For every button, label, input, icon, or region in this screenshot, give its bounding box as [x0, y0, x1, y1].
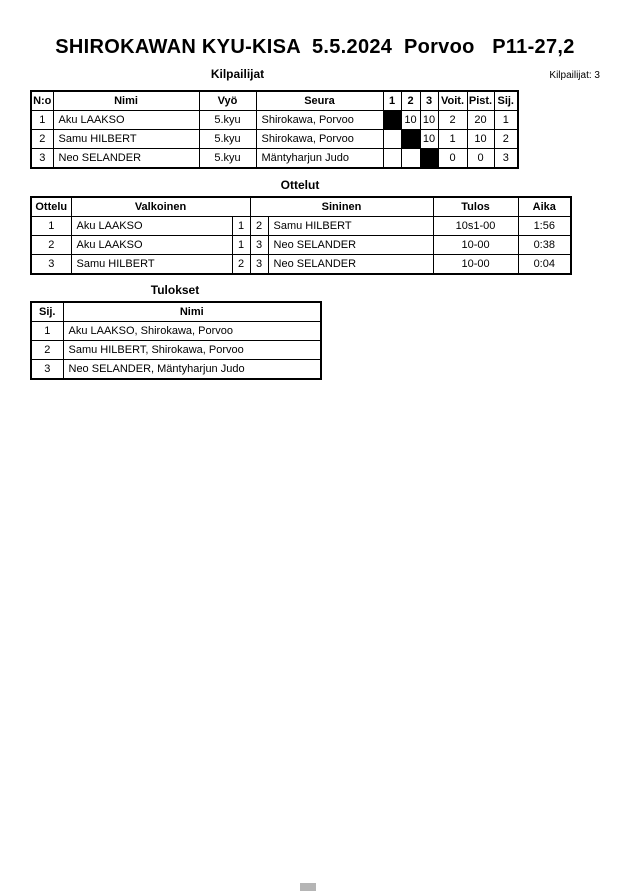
cell-place: 1	[494, 111, 518, 130]
cell-name: Samu HILBERT	[53, 130, 199, 149]
cell-place: 3	[494, 149, 518, 169]
col-header-place: Sij.	[494, 91, 518, 111]
cell-match-self	[401, 130, 420, 149]
cell-wins: 0	[438, 149, 467, 169]
table-row	[31, 236, 571, 255]
col-header-name: Nimi	[53, 91, 199, 111]
cell-place: 1	[31, 322, 63, 341]
cell-white-no: 1	[232, 217, 250, 236]
cell-match-self	[383, 111, 401, 130]
results-heading: Tulokset	[150, 283, 200, 297]
competitors-table	[30, 90, 519, 169]
cell-match-3: 10	[420, 111, 438, 130]
cell-match-3: 10	[420, 130, 438, 149]
cell-wins: 2	[438, 111, 467, 130]
cell-points: 0	[467, 149, 494, 169]
cell-white-name: Samu HILBERT	[71, 255, 232, 275]
col-header-place: Sij.	[31, 302, 63, 322]
cell-white-name: Aku LAAKSO	[71, 217, 232, 236]
col-header-white: Valkoinen	[71, 197, 250, 217]
matches-header-row	[31, 197, 571, 217]
cell-no: 1	[31, 111, 53, 130]
cell-blue-name: Samu HILBERT	[268, 217, 433, 236]
col-header-belt: Vyö	[199, 91, 256, 111]
cell-match-2: 10	[401, 111, 420, 130]
cell-time: 1:56	[518, 217, 571, 236]
cell-result: 10-00	[433, 236, 518, 255]
cell-match-self	[420, 149, 438, 169]
results-header-row	[31, 302, 321, 322]
cell-points: 20	[467, 111, 494, 130]
cell-name: Samu HILBERT, Shirokawa, Porvoo	[63, 341, 321, 360]
col-header-1: 1	[383, 91, 401, 111]
cell-no: 3	[31, 149, 53, 169]
cell-white-no: 2	[232, 255, 250, 275]
cell-no: 2	[31, 130, 53, 149]
cell-points: 10	[467, 130, 494, 149]
cell-club: Shirokawa, Porvoo	[256, 130, 383, 149]
cell-time: 0:04	[518, 255, 571, 275]
cell-result: 10-00	[433, 255, 518, 275]
results-table	[30, 301, 322, 380]
cell-match-no: 3	[31, 255, 71, 275]
cell-place: 2	[494, 130, 518, 149]
cell-belt: 5.kyu	[199, 130, 256, 149]
cell-name: Neo SELANDER	[53, 149, 199, 169]
table-row	[31, 130, 518, 149]
table-row	[31, 360, 321, 380]
cell-blue-name: Neo SELANDER	[268, 255, 433, 275]
col-header-result: Tulos	[433, 197, 518, 217]
page-title: SHIROKAWAN KYU-KISA 5.5.2024 Porvoo P11-27,2	[55, 36, 575, 58]
col-header-2: 2	[401, 91, 420, 111]
cell-result: 10s1-00	[433, 217, 518, 236]
competitors-heading: Kilpailijat	[210, 67, 265, 81]
matches-heading: Ottelut	[280, 178, 320, 192]
cell-time: 0:38	[518, 236, 571, 255]
competitor-count-label: Kilpailijat: 3	[549, 70, 600, 81]
cell-match-2	[401, 149, 420, 169]
cell-match-no: 1	[31, 217, 71, 236]
col-header-wins: Voit.	[438, 91, 467, 111]
cell-belt: 5.kyu	[199, 149, 256, 169]
cell-name: Aku LAAKSO, Shirokawa, Porvoo	[63, 322, 321, 341]
cell-club: Shirokawa, Porvoo	[256, 111, 383, 130]
cell-white-name: Aku LAAKSO	[71, 236, 232, 255]
cell-wins: 1	[438, 130, 467, 149]
matches-table	[30, 196, 572, 275]
competitors-header-row	[31, 91, 518, 111]
table-row	[31, 255, 571, 275]
col-header-name: Nimi	[63, 302, 321, 322]
col-header-no: N:o	[31, 91, 53, 111]
col-header-3: 3	[420, 91, 438, 111]
cell-blue-name: Neo SELANDER	[268, 236, 433, 255]
cell-blue-no: 3	[250, 255, 268, 275]
page-edge-marker	[300, 883, 316, 891]
table-row	[31, 149, 518, 169]
col-header-points: Pist.	[467, 91, 494, 111]
cell-match-no: 2	[31, 236, 71, 255]
cell-name: Neo SELANDER, Mäntyharjun Judo	[63, 360, 321, 380]
cell-match-1	[383, 149, 401, 169]
cell-blue-no: 2	[250, 217, 268, 236]
cell-blue-no: 3	[250, 236, 268, 255]
table-row	[31, 322, 321, 341]
table-row	[31, 341, 321, 360]
cell-name: Aku LAAKSO	[53, 111, 199, 130]
col-header-blue: Sininen	[250, 197, 433, 217]
cell-place: 3	[31, 360, 63, 380]
table-row	[31, 111, 518, 130]
col-header-club: Seura	[256, 91, 383, 111]
table-row	[31, 217, 571, 236]
cell-white-no: 1	[232, 236, 250, 255]
cell-match-1	[383, 130, 401, 149]
cell-belt: 5.kyu	[199, 111, 256, 130]
cell-club: Mäntyharjun Judo	[256, 149, 383, 169]
col-header-match-no: Ottelu	[31, 197, 71, 217]
col-header-time: Aika	[518, 197, 571, 217]
cell-place: 2	[31, 341, 63, 360]
